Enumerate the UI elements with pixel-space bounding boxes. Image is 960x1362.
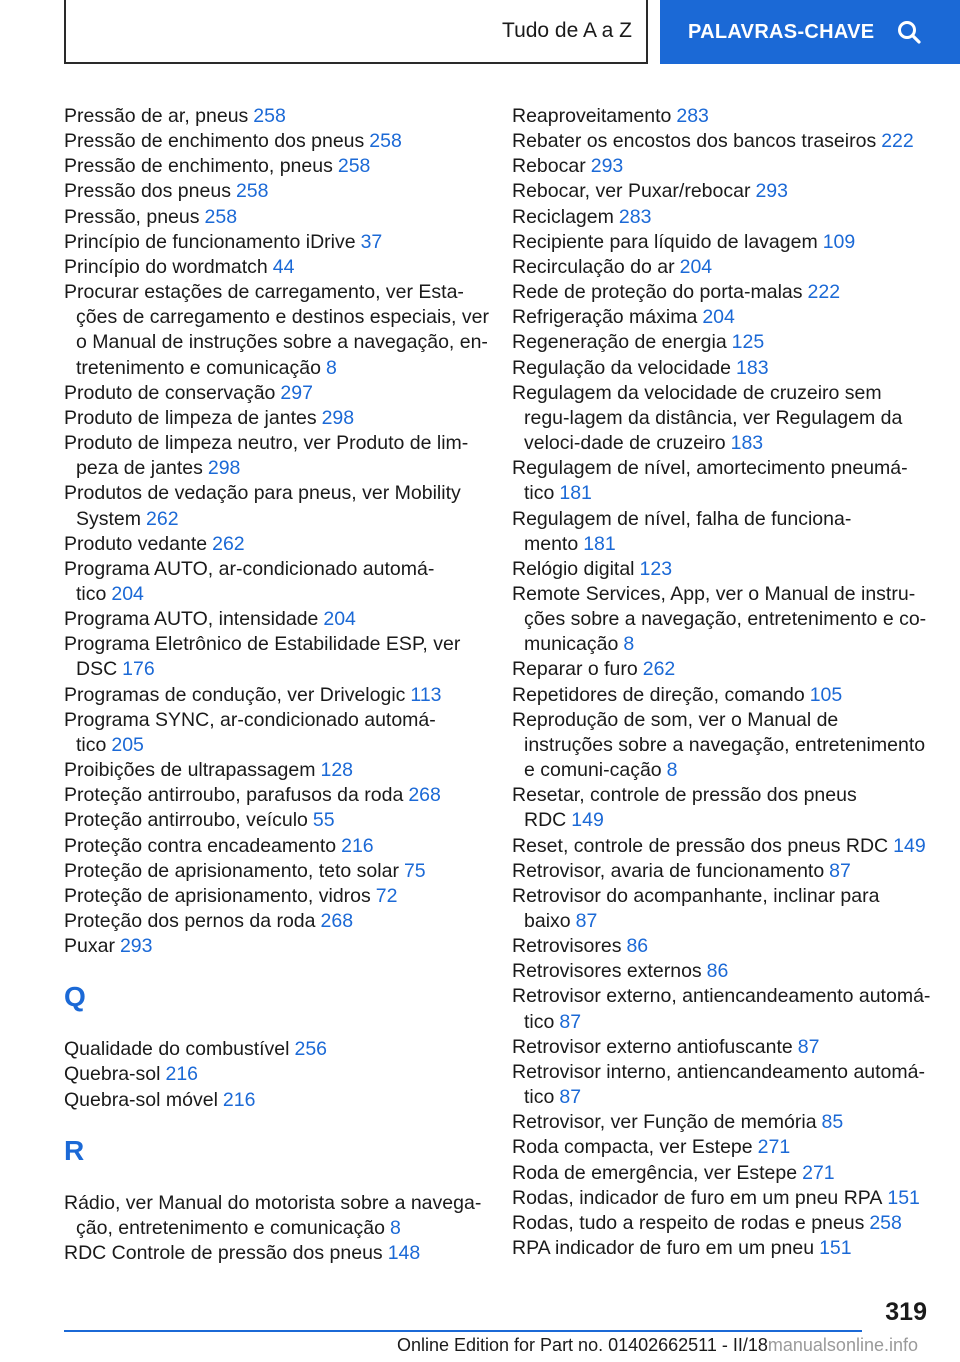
index-entry-text: Retrovisor interno, antiencandeamento automá-tico [512, 1060, 925, 1109]
index-page-link[interactable]: 151 [887, 1186, 920, 1209]
index-page-link[interactable]: 283 [618, 205, 652, 228]
index-entry-text: Rebater os encostos dos bancos traseiros [512, 130, 877, 153]
index-page-link[interactable]: 258 [235, 180, 269, 203]
index-entry-text: Produto de limpeza neutro, ver Produto de lim-peza de jantes [64, 432, 469, 480]
index-entry-text: Pressão de ar, pneus [64, 105, 249, 127]
index-entry [512, 280, 932, 305]
index-entry-text: Quebra-sol [64, 1063, 161, 1086]
index-entry-text: Recirculação do ar [512, 255, 675, 278]
index-entry [64, 1062, 494, 1087]
index-entry-text: Pressão de enchimento dos pneus [64, 130, 365, 153]
index-list-r-continued [512, 104, 932, 1261]
index-entry-text: RPA indicador de furo em um pneu [512, 1237, 815, 1260]
index-page-link[interactable]: 151 [819, 1237, 852, 1260]
index-page-link[interactable]: 222 [807, 281, 841, 304]
index-entry [512, 884, 932, 934]
index-entry-text: Proteção antirroubo, veículo [64, 809, 308, 832]
index-entry [512, 129, 932, 154]
index-entry [512, 1060, 932, 1110]
tab-a-to-z[interactable] [64, 0, 648, 64]
index-page-link[interactable]: 258 [204, 205, 238, 228]
index-entry-text: Retrovisores [512, 935, 622, 958]
index-page-link[interactable]: 258 [369, 130, 402, 153]
index-entry-text: Rodas, tudo a respeito de rodas e pneus [512, 1211, 865, 1234]
index-entry-text: Programa SYNC, ar-condicionado automá-tico [64, 708, 436, 756]
index-page-link[interactable]: 268 [408, 784, 441, 807]
index-entry-text: Regeneração de energia [512, 331, 727, 354]
index-page-link[interactable]: 86 [706, 960, 729, 983]
index-entry [64, 381, 494, 406]
index-entry-text: Reset, controle de pressão dos pneus RDC [512, 834, 889, 857]
index-list-r [64, 1191, 494, 1266]
tab-a-to-z-label: Tudo de A a Z [502, 19, 632, 42]
search-icon [896, 19, 922, 45]
index-page-link[interactable]: 128 [320, 759, 354, 782]
index-page-link[interactable]: 216 [165, 1063, 199, 1086]
index-page-link[interactable]: 85 [821, 1111, 844, 1134]
index-page-link[interactable]: 113 [410, 683, 442, 706]
index-entry [512, 934, 932, 959]
index-entry [512, 683, 932, 708]
index-page-link[interactable]: 256 [294, 1038, 328, 1061]
index-entry [512, 859, 932, 884]
index-list-p [64, 104, 494, 959]
index-entry [512, 1186, 932, 1211]
index-page-link[interactable]: 271 [802, 1161, 835, 1184]
index-entry-text: Programa AUTO, intensidade [64, 608, 319, 631]
index-entry [64, 909, 494, 934]
index-entry [64, 406, 494, 431]
index-page-link[interactable]: 298 [321, 406, 355, 429]
index-page-link[interactable]: 8 [389, 1216, 401, 1239]
index-entry [512, 1236, 932, 1261]
tab-keywords[interactable] [660, 0, 960, 64]
index-page-link[interactable]: 205 [111, 733, 144, 756]
index-page-link[interactable]: 222 [881, 130, 914, 153]
index-entry-text: Regulagem de nível, falha de funciona-mento [512, 507, 852, 555]
index-page-link[interactable]: 8 [666, 759, 678, 782]
index-page-link[interactable]: 204 [679, 255, 713, 278]
index-entry [64, 532, 494, 557]
index-page-link[interactable]: 293 [755, 180, 788, 203]
index-entry-text: Proteção de aprisionamento, teto solar [64, 859, 399, 882]
index-page-link[interactable]: 183 [730, 432, 764, 455]
index-page-link[interactable]: 262 [146, 507, 179, 530]
index-entry [512, 557, 932, 582]
index-entry-text: Reaproveitamento [512, 105, 672, 127]
footer-site: manualsonline.info [767, 1335, 918, 1355]
index-page-link[interactable]: 125 [731, 331, 765, 354]
index-entry [64, 154, 494, 179]
index-entry [512, 1211, 932, 1236]
index-entry [64, 179, 494, 204]
index-page-link[interactable]: 183 [736, 356, 769, 379]
index-entry-text: Regulagem de nível, amortecimento pneumá-tico [512, 457, 908, 505]
index-entry-text: Quebra-sol móvel [64, 1088, 218, 1111]
index-page-link[interactable]: 123 [639, 557, 673, 580]
index-entry-text: Qualidade do combustível [64, 1038, 290, 1061]
index-page-link[interactable]: 148 [387, 1242, 421, 1265]
index-entry-text: Produto de conservação [64, 381, 276, 404]
index-entry-text: Retrovisor externo antiofuscante [512, 1035, 793, 1058]
index-entry [512, 507, 932, 557]
index-page-link[interactable]: 109 [822, 230, 856, 253]
section-letter-q: Q [64, 981, 86, 1013]
index-entry [64, 431, 494, 481]
index-entry [64, 230, 494, 255]
index-entry [64, 783, 494, 808]
index-page-link[interactable]: 204 [702, 306, 735, 329]
index-entry-text: Retrovisor externo, antiencandeamento automá-tico [512, 985, 931, 1033]
page-number: 319 [885, 1298, 927, 1326]
index-entry-text: Rede de proteção do porta-malas [512, 281, 803, 304]
index-entry [512, 783, 932, 833]
index-page-link[interactable]: 105 [809, 683, 843, 706]
index-entry [64, 834, 494, 859]
index-entry-text: Princípio de funcionamento iDrive [64, 230, 356, 253]
index-page-link[interactable]: 87 [559, 1086, 582, 1109]
index-entry [512, 1035, 932, 1060]
index-page-link[interactable]: 87 [575, 910, 598, 932]
index-page-link[interactable]: 181 [559, 482, 592, 505]
index-entry [512, 1135, 932, 1160]
index-entry [512, 356, 932, 381]
footer-divider [64, 1330, 862, 1332]
index-entry-text: Produto de limpeza de jantes [64, 406, 317, 429]
index-page-link[interactable]: 204 [111, 582, 144, 605]
index-entry-text: Proteção de aprisionamento, vidros [64, 884, 371, 907]
index-page-link[interactable]: 87 [829, 859, 851, 882]
index-entry-text: Rebocar, ver Puxar/rebocar [512, 180, 751, 203]
index-entry [64, 1088, 494, 1113]
index-entry [512, 255, 932, 280]
index-page-link[interactable]: 181 [583, 532, 616, 555]
index-page-link[interactable]: 216 [341, 834, 374, 857]
index-entry [64, 557, 494, 607]
index-entry [512, 104, 932, 129]
index-entry-text: Programa Eletrônico de Estabilidade ESP, ver DSC [64, 633, 461, 681]
index-entry [64, 934, 494, 959]
index-entry [64, 129, 494, 154]
index-entry [64, 104, 494, 129]
index-page-link[interactable]: 8 [623, 633, 635, 656]
index-entry-text: Produto vedante [64, 532, 208, 555]
index-entry-text: Rodas, indicador de furo em um pneu RPA [512, 1186, 883, 1209]
index-entry-text: Pressão de enchimento, pneus [64, 155, 333, 178]
index-page-link[interactable]: 258 [869, 1211, 902, 1234]
index-entry-text: Rebocar [512, 155, 586, 178]
index-entry [512, 230, 932, 255]
index-entry [64, 708, 494, 758]
index-entry [64, 205, 494, 230]
index-entry-text: Regulação da velocidade [512, 356, 731, 379]
index-page-link[interactable]: 258 [337, 155, 371, 178]
index-entry [512, 984, 932, 1034]
index-entry-text: Programa AUTO, ar-condicionado automá-tico [64, 557, 435, 605]
index-entry-text: Roda compacta, ver Estepe [512, 1136, 753, 1159]
index-page-link[interactable]: 298 [207, 457, 241, 480]
index-page-link[interactable]: 271 [757, 1136, 791, 1159]
index-entry [512, 330, 932, 355]
index-entry [512, 959, 932, 984]
index-page-link[interactable]: 262 [642, 658, 676, 681]
index-page-link[interactable]: 149 [571, 809, 604, 832]
index-entry-text: Remote Services, App, ver o Manual de instru-ções sobre a navegação, entretenimento e co-municação [512, 582, 927, 656]
index-page-link[interactable]: 86 [626, 935, 649, 958]
index-entry [64, 859, 494, 884]
index-entry [512, 1110, 932, 1135]
index-entry [512, 154, 932, 179]
index-entry [64, 255, 494, 280]
index-page-link[interactable]: 262 [212, 532, 245, 555]
index-entry-text: Refrigeração máxima [512, 306, 698, 329]
index-entry-text: RDC Controle de pressão dos pneus [64, 1242, 383, 1265]
footer [397, 1335, 918, 1356]
index-page-link[interactable]: 204 [323, 608, 356, 631]
index-entry-text: Proteção contra encadeamento [64, 834, 337, 857]
index-column-left [64, 104, 494, 1266]
index-page-link[interactable]: 297 [280, 381, 313, 404]
index-entry-text: Reciclagem [512, 205, 614, 228]
index-entry [512, 456, 932, 506]
top-navigation [0, 0, 960, 66]
index-entry [512, 381, 932, 456]
index-entry [512, 708, 932, 783]
index-entry [512, 834, 932, 859]
index-list-q [64, 1037, 494, 1112]
index-entry [512, 179, 932, 204]
index-page-link[interactable]: 55 [312, 809, 335, 832]
index-entry [512, 305, 932, 330]
index-page-link[interactable]: 216 [222, 1088, 256, 1111]
index-entry-text: Reprodução de som, ver o Manual de instruções sobre a navegação, entretenimento e comuni-cação [512, 708, 926, 782]
index-entry [64, 1191, 494, 1241]
index-page-link[interactable]: 87 [559, 1010, 582, 1033]
index-entry-text: Pressão, pneus [64, 205, 200, 228]
index-entry-text: Proteção dos pernos da roda [64, 910, 316, 932]
index-entry-text: Princípio do wordmatch [64, 255, 268, 278]
index-entry [64, 884, 494, 909]
index-entry [64, 758, 494, 783]
index-entry-text: Programas de condução, ver Drivelogic [64, 683, 406, 706]
index-entry [64, 607, 494, 632]
index-entry-text: Puxar [64, 935, 115, 958]
index-entry [64, 683, 494, 708]
index-page-link[interactable]: 283 [676, 105, 709, 127]
index-entry [64, 481, 494, 531]
index-page-link[interactable]: 37 [360, 230, 383, 253]
index-entry [64, 808, 494, 833]
tab-keywords-label: PALAVRAS-CHAVE [688, 20, 875, 43]
index-entry-text: Rádio, ver Manual do motorista sobre a navega-ção, entretenimento e comunicação [64, 1191, 482, 1239]
index-entry-text: Roda de emergência, ver Estepe [512, 1161, 798, 1184]
index-entry [512, 582, 932, 657]
index-entry [512, 1161, 932, 1186]
index-entry-text: Procurar estações de carregamento, ver Esta-ções de carregamento e destinos especiais, ver o Manual de instruções sobre a navegação, en-tretenimento e comunicação [64, 281, 489, 379]
index-page-link[interactable]: 87 [797, 1035, 820, 1058]
index-column-right [512, 104, 932, 1261]
index-entry-text: Proteção antirroubo, parafusos da roda [64, 784, 404, 807]
index-entry [64, 280, 494, 381]
index-entry-text: Repetidores de direção, comando [512, 683, 805, 706]
index-entry [512, 205, 932, 230]
index-entry [64, 1037, 494, 1062]
index-entry [64, 632, 494, 682]
index-entry-text: Retrovisor do acompanhante, inclinar para baixo [512, 884, 880, 932]
index-page-link[interactable]: 149 [893, 834, 926, 857]
index-entry-text: Retrovisores externos [512, 960, 702, 983]
index-entry-text: Recipiente para líquido de lavagem [512, 230, 818, 253]
index-page-link[interactable]: 293 [590, 155, 624, 178]
index-page-link[interactable]: 8 [325, 356, 337, 379]
index-entry-text: Produtos de vedação para pneus, ver Mobility System [64, 482, 461, 530]
index-page-link[interactable]: 293 [119, 935, 153, 958]
index-page-link[interactable]: 258 [253, 105, 286, 127]
index-entry-text: Regulagem da velocidade de cruzeiro sem regu-lagem da distância, ver Regulagem da veloci-dade de cruzeiro [512, 381, 903, 455]
index-entry-text: Proibições de ultrapassagem [64, 759, 316, 782]
index-entry-text: Reparar o furo [512, 658, 638, 681]
index-entry-text: Relógio digital [512, 557, 635, 580]
index-entry-text: Pressão dos pneus [64, 180, 231, 203]
index-entry-text: Resetar, controle de pressão dos pneus RDC [512, 784, 857, 832]
index-entry [512, 657, 932, 682]
index-entry [64, 1241, 494, 1266]
index-page-link[interactable]: 176 [122, 658, 155, 681]
section-letter-r: R [64, 1134, 85, 1166]
footer-edition: Online Edition for Part no. 01402662511 - II/18 [396, 1335, 768, 1355]
index-entry-text: Retrovisor, ver Função de memória [512, 1111, 817, 1134]
index-entry-text: Retrovisor, avaria de funcionamento [512, 859, 825, 882]
index-page-link[interactable]: 72 [375, 884, 398, 907]
index-page-link[interactable]: 268 [320, 910, 354, 932]
index-page-link[interactable]: 44 [272, 255, 295, 278]
index-page-link[interactable]: 75 [403, 859, 426, 882]
